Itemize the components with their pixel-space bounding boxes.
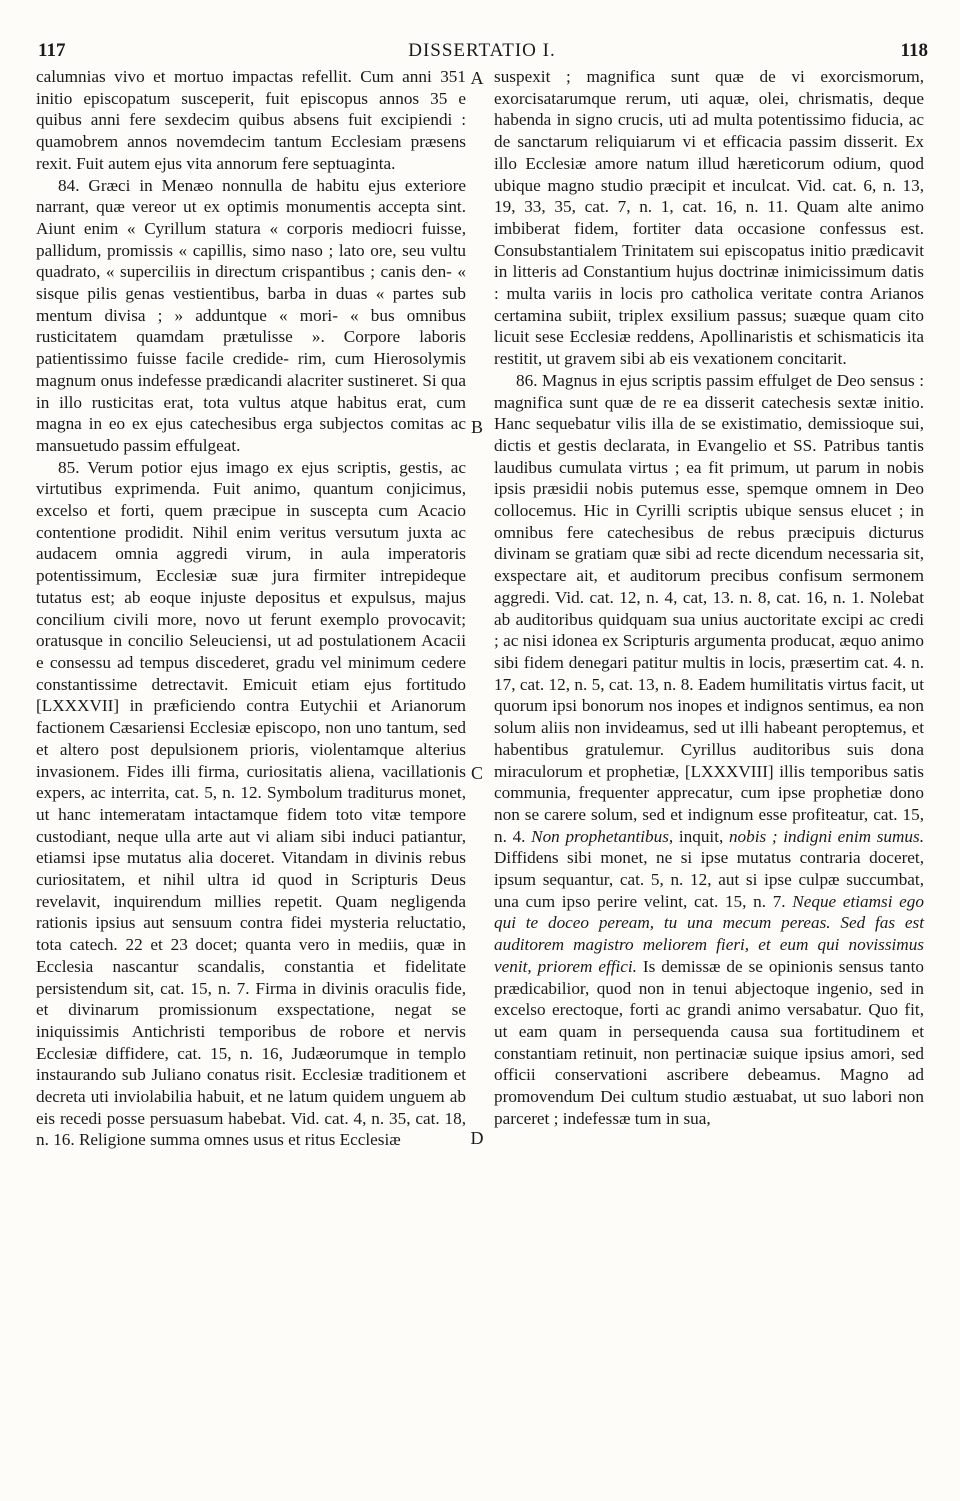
page-number-right: 118 — [900, 40, 928, 61]
left-column — [36, 66, 466, 1151]
paragraph-86 — [494, 370, 924, 1130]
paragraph-86-text-a: 86. Magnus in ejus scriptis passim effulget de Deo sensus : magnifica sunt quæ de re ea disserit catechesis sextæ initio. Hanc sequebatur vilis illa de se existimatio, demissioque sui, dictis et gestis declarata, in Evangelio et SS. Patribus tantis laudibus cumulata virtus ; ea fit primum, ut parum in nobis ipsis præsidii nobis putemus esse, spemque omnem in Deo collocemus. Hic in Cyrilli scriptis ubique sensus elucet ; in omnibus fere catechesibus de rebus præcipuis dicturus divinam se gratiam quæ sibi ad recte dicendum necessaria sit, exspectare ait, et auditorum precibus confisum sermonem aggredi. Vid. cat. 12, n. 4, cat, 13. n. 8, cat. 16, n. 1. Nolebat ab auditoribus quidquam sua unius auctoritate excipi ac credi ; ac nisi idonea ex Scripturis argumenta producat, æquo animo sibi fidem denegari patitur multis in locis, præsertim cat. 4. n. 17, cat. 12, n. 5, cat. 13, n. 8. Eadem humilitatis virtus facit, ut quorum ipsi bonorum nos inopes et indignos sentimus, ea non solum aliis non invideamus, sed ut illi habeant peroptemus, et habentibus gratulemur. Cyrillus auditoribus suis dona miraculorum et prophetiæ, [LXXXVIII] illis temporibus satis communia, frequenter apprecatur, cum ipse prophetiæ dono non se carere solum, sed et indignum esse profiteatur, cat. 15, n. 4. — [494, 370, 924, 846]
paragraph-continuation: calumnias vivo et mortuo impactas refellit. Cum anni 351 initio episcopatum susceperit, fuit episcopus annos 35 e quibus anni fere sexdecim quibus absens fuit excipiendi : quamobrem annos novemdecim tantum Ecclesiam præsens rexit. Fuit autem ejus vita annorum fere septuaginta. — [36, 67, 466, 173]
running-title: DISSERTATIO I. — [408, 40, 556, 61]
margin-marker-a: A — [470, 68, 484, 88]
quote-italic-3: Neque etiamsi ego qui te doceo peream, tu una mecum pereas. Sed fas est auditorem magistro meliorem fieri, et eum qui novissimus venit, priorem effici. — [494, 891, 924, 976]
paragraph-84: 84. Græci in Menæo nonnulla de habitu ejus exteriore narrant, quæ vereor ut ex optimis monumentis accepta sint. Aiunt enim « Cyrillum statura « corporis mediocri fuisse, pallidum, promissis « capillis, simo naso ; lato ore, seu vultu quadrato, « superciliis in directum crispantibus ; canis den- « sisque pilis genas vestientibus, barba in duas « partes sub mentum divisa ; » adduntque « mori- « bus omnibus rusticitatem quamdam prætulisse ». Corpore laboris patientissimo fuisse facile credide- rim, cum Hierosolymis magnum onus indefesse prædicandi alacriter sustineret. Si qua in illo rusticitas erat, tota vultus atque habitus erat, cum magna in eo ex ejus catechesibus erga subjectos comitas ac mansuetudo passim effulgeat. — [36, 175, 466, 455]
paragraph-continuation-right: suspexit ; magnifica sunt quæ de vi exorcismorum, exorcisatarumque rerum, uti aquæ, olei, chrismatis, deque habenda in signo crucis, uti ad multa potentissimo fiducia, ac de sanctarum reliquiarum vi et efficacia passim disserit. Ex illo Ecclesiæ amore natum illud hæreticorum odium, quod ubique magno studio præcipit et inculcat. Vid. cat. 6, n. 13, 19, 33, 35, cat. 7, n. 1, cat. 16, n. 11. Quam alte animo imbiberat fidem, fortiter data occasione confessus est. Consubstantialem Trinitatem sui episcopatus initio prædicavit in litteris ad Constantium hujus doctrinæ inimicissimum datis : multa variis in locis pro catholica veritate contra Arianos certamina subiit, triplex exsilium passus; suæque quam cito licuit sese Ecclesiæ reddens, Apollinaristis et schismaticis ita restitit, ut gravem sibi ab eis vexationem concitarit. — [494, 67, 924, 369]
page-header — [32, 40, 932, 68]
paragraph-86-text-d: Is demissæ de se opinionis sensus tanto prædicabilior, quod non in tenui abjectoque ingenio, sed in excelso erectoque, forti ac grandi animo versabatur. Quo fit, ut eam quam in persequenda causa sua fortitudinem et constantiam retinuit, non pertinaciæ suique ipsius amori, sed officii conservationi ascribere debeamus. Magno ad promovendum Dei cultum studio æstuabat, ut suo labori non parceret ; indefessæ tum in sua, — [494, 956, 924, 1128]
margin-marker-b: B — [470, 417, 483, 437]
right-column — [494, 66, 924, 1129]
margin-marker-d: D — [470, 1128, 484, 1148]
quote-italic-2: nobis ; indigni enim sumus. — [728, 826, 924, 846]
page-number-left: 117 — [38, 40, 66, 61]
quote-italic-1: Non prophetantibus, — [531, 826, 674, 846]
paragraph-86-text-c: Diffidens sibi monet, ne si ipse mutatus contraria doceret, ipsum sequantur, cat. 5, n. 12, aut si ipse culpæ succumbat, una cum ipso perire velint, cat. 15, n. 7. — [494, 848, 924, 911]
paragraph-85: 85. Verum potior ejus imago ex ejus scriptis, gestis, ac virtutibus exprimenda. Fuit animo, quantum conjicimus, excelso et forti, quem præcipue in suscepta cum Acacio contentione prodidit. Nihil enim veritus versutum juxta ac audacem omnia aggredi virum, in aula imperatoris potentissimum, Ecclesiæ suæ jura firmiter intrepideque tutatus est; ab eoque injuste depositus et expulsus, majus concilium civili more, novo ut ferunt exemplo provocavit; oratusque in concilio Seleuciensi, ut ad postulationem Acacii e consessu ad tempus discederet, gradu vel minimum cedere constantissime detrectavit. Emicuit etiam ejus fortitudo [LXXXVII] in præficiendo contra Eutychii et Arianorum factionem Cæsariensi Ecclesiæ episcopo, non uno tantum, sed et altero post depulsionem prioris, violentamque alterius invasionem. Fides illi firma, curiositatis aliena, vacillationis expers, ac interrita, cat. 5, n. 12. Symbolum traditurus monet, ut hanc intemeratam intactamque fidem toto vitæ tempore custodiant, neque ulla arte aut vi aliam sibi induci patiantur, etiamsi ipse mutatus alia doceret. Vitandam in divinis rebus curiositatem, et nihil ultra id quod in Scripturis Deus revelavit, inquirendum millies repetit. Quam negligenda rationis ipsius aut sensuum contra fidei mysteria reluctatio, tota catech. 22 et 23 docet; quanta vero in mediis, quæ in Ecclesia nascantur scandalis, constantia et fidelitate persistendum sit, cat. 15, n. 7. Firma in divinis oraculis fide, et divinarum promissionum exspectatione, negat se iniquissimis Antichristi temporibus de robore et nervis Ecclesiæ diffidere, cat. 15, n. 16, Judæorumque in templo instaurando sub Juliano conatus risit. Ecclesiæ traditionem et decreta uti inviolabilia habuit, et ne latum quidem unguem ab eis recedi posse persuasum habebat. Vid. cat. 4, n. 35, cat. 18, n. 16. Religione summa omnes usus et ritus Ecclesiæ — [36, 457, 466, 1150]
margin-marker-c: C — [470, 763, 483, 783]
paragraph-86-text-b: inquit, — [673, 826, 729, 846]
